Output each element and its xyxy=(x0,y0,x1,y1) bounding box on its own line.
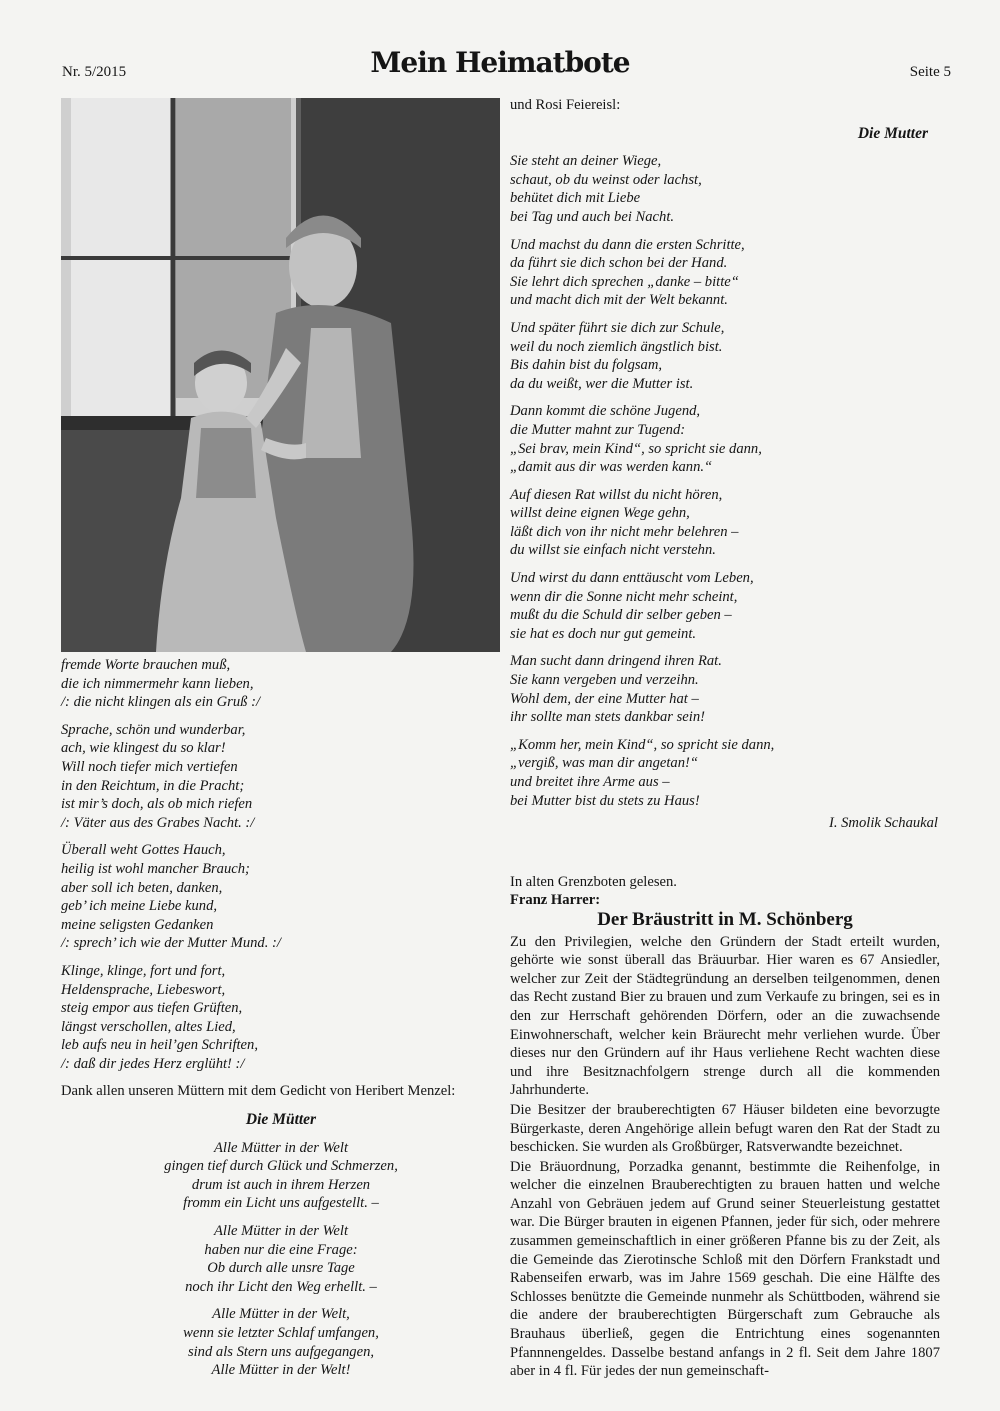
poem-line: bei Mutter bist du stets zu Haus! xyxy=(510,792,700,809)
poem-line: geb’ ich meine Liebe kund, xyxy=(61,898,218,915)
article-source: In alten Grenzboten gelesen. xyxy=(510,873,677,890)
poem-author: I. Smolik Schaukal xyxy=(828,815,938,832)
poem-title-die-muetter: Die Mütter xyxy=(245,1111,317,1129)
poem-stanza xyxy=(61,721,501,833)
poem-line: Ob durch alle unsre Tage xyxy=(207,1260,355,1277)
poem-line: /: Väter aus des Grabes Nacht. :/ xyxy=(61,814,255,831)
poem-stanza xyxy=(510,402,940,476)
poem-line: Bis dahin bist du folgsam, xyxy=(510,357,663,374)
poem-stanza xyxy=(61,962,501,1074)
poem-stanza xyxy=(61,841,501,953)
poem-line: fremde Worte brauchen muß, xyxy=(61,657,231,673)
poem-stanza xyxy=(510,152,940,226)
poem-line: ihr sollte man stets dankbar sein! xyxy=(510,709,705,726)
poem-title-die-mutter: Die Mutter xyxy=(857,124,928,142)
poem-line: steig empor aus tiefen Grüften, xyxy=(61,1000,243,1017)
poem-line: in den Reichtum, in die Pracht; xyxy=(61,777,245,794)
issue-number: Nr. 5/2015 xyxy=(62,64,127,80)
poem-line: Auf diesen Rat willst du nicht hören, xyxy=(510,486,723,503)
poem-stanza xyxy=(61,656,501,712)
poem-stanza xyxy=(510,319,940,393)
poem-line: Alle Mütter in der Welt xyxy=(213,1139,349,1156)
poem-line: mußt du die Schuld dir selber geben – xyxy=(510,607,732,624)
poem-stanza xyxy=(510,236,940,310)
article-paragraph: Zu den Privilegien, welche den Gründern der Stadt erteilt wurden, gehörte wie sonst überall das Bräuurbar. Hier waren es 67 Ansiedler, welcher zur Zeit der Städtegründung an derselben teilgenommen, denen das Recht zustand Bier zu brauen und zum Verkaufe zu bringen, sei es in den zur Herrschaft gehörenden Dörfern, oder an die zuwachsende Einwohnerschaft, welcher kein Bräurecht mehr verliehen wurde. Über dieses nur den Gründern auf ihr Haus verliehene Recht wachten diese und ihre Besitznachfolgern strenge durch all die kommenden Jahrhunderte. xyxy=(510,933,940,1099)
poem-line: Sie lehrt dich sprechen „danke – bitte“ xyxy=(510,273,739,290)
page-number: Seite 5 xyxy=(909,64,951,80)
poem-line: „Sei brav, mein Kind“, so spricht sie dann, xyxy=(510,440,762,457)
poem-line: Und später führt sie dich zur Schule, xyxy=(510,319,725,336)
poem-line: Sie steht an deiner Wiege, xyxy=(510,153,662,170)
poem-line: wenn sie letzter Schlaf umfangen, xyxy=(183,1325,379,1341)
article-author: Franz Harrer: xyxy=(510,892,601,909)
poem-line: Wohl dem, der eine Mutter hat – xyxy=(510,690,699,707)
poem-line: sie hat es doch nur gut gemeint. xyxy=(510,625,697,642)
mother-embracing-child-illustration xyxy=(61,98,500,652)
poem-line: gingen tief durch Glück und Schmerzen, xyxy=(164,1158,398,1175)
poem-line: weil du noch ziemlich ängstlich bist. xyxy=(510,338,723,355)
poem-line: Sprache, schön und wunderbar, xyxy=(61,721,246,738)
poem-line: du willst sie einfach nicht verstehn. xyxy=(510,542,716,559)
illustration-drawing xyxy=(61,98,500,652)
poem-stanza xyxy=(61,1222,501,1296)
poem-line: sind als Stern uns aufgegangen, xyxy=(187,1343,375,1360)
poem-line: noch ihr Licht den Weg erhellt. – xyxy=(185,1278,377,1295)
poem-line: da du weißt, wer die Mutter ist. xyxy=(510,375,694,392)
right-column xyxy=(510,96,940,1382)
poem-stanza xyxy=(61,1139,501,1213)
poem-line: schaut, ob du weinst oder lachst, xyxy=(510,171,702,188)
poem-line: da führt sie dich schon bei der Hand. xyxy=(510,255,728,272)
poem-line: Dann kommt die schöne Jugend, xyxy=(510,403,701,420)
poem-line: Alle Mütter in der Welt xyxy=(213,1223,349,1240)
poem-line: Will noch tiefer mich vertiefen xyxy=(61,758,238,775)
poem-line: Klinge, klinge, fort und fort, xyxy=(61,962,226,979)
poem-line: bei Tag und auch bei Nacht. xyxy=(510,208,675,225)
poem-line: /: die nicht klingen als ein Gruß :/ xyxy=(61,694,261,711)
poem-line: drum ist auch in ihrem Herzen xyxy=(191,1176,371,1193)
poem-line: willst deine eignen Wege gehn, xyxy=(510,505,690,522)
poem-line: heilig ist wohl mancher Brauch; xyxy=(61,860,250,877)
article-title: Der Bräustritt in M. Schönberg xyxy=(597,908,853,930)
poem-line: Überall weht Gottes Hauch, xyxy=(61,842,226,859)
poem-line: „damit aus dir was werden kann.“ xyxy=(510,459,713,476)
poem-stanza xyxy=(510,486,940,560)
left-poem xyxy=(61,656,501,1073)
poem-line: „Komm her, mein Kind“, so spricht sie dann, xyxy=(510,736,775,753)
dedication-line: Dank allen unseren Müttern mit dem Gedicht von Heribert Menzel: xyxy=(61,1083,456,1100)
poem-line: wenn dir die Sonne nicht mehr scheint, xyxy=(510,588,738,605)
poem-line: Und wirst du dann enttäuscht vom Leben, xyxy=(510,570,754,587)
masthead-logo: Mein Heimatbote xyxy=(370,46,630,79)
poem-line: ach, wie klingest du so klar! xyxy=(61,740,226,757)
poem-line: /: daß dir jedes Herz erglüht! :/ xyxy=(61,1055,245,1072)
poem-line: /: sprech’ ich wie der Mutter Mund. :/ xyxy=(61,935,281,952)
poem-line: Man sucht dann dringend ihren Rat. xyxy=(510,653,722,670)
article-paragraph: Die Besitzer der brauberechtigten 67 Häuser bildeten eine bevorzugte Bürgerkaste, deren Angehörige allein befugt waren den Rat der Stadt zu beschicken. Sie wurden als Großbürger, Ratsverwandte bezeichnet. xyxy=(510,1101,940,1156)
left-column xyxy=(61,656,501,1389)
poem-line: Und machst du dann die ersten Schritte, xyxy=(510,236,745,253)
poem-line: haben nur die eine Frage: xyxy=(204,1241,358,1258)
article-paragraph: Die Bräuordnung, Porzadka genannt, bestimmte die Reihenfolge, in welcher die einzelnen Brauberechtigten zu brauen hatten und welche Anzahl von Gebräuen jedem auf Grund seiner Steuerleistung gestattet war. Die Bürger brauten in eigenen Pfannen, jeder für sich, oder mehrere zusammen gemeinschaftlich in einer größeren Pfanne bis zu der Zeit, als die Gemeinde das Zierotinsche Schloß mit den Dörfern Frankstadt und Rabenseifen erwarb, was im Jahre 1569 geschah. Die eine Hälfte des Schlosses benützte die Gemeinde nunmehr als Schüttboden, während sie die andere der brauberechtigten Bürgerschaft zum Gebrauche als Brauhaus überließ, gegen die Entrichtung eines sogenannten Pfannnengeldes. Dasselbe bestand anfangs in 2 fl. Seit dem Jahre 1807 aber in 4 fl. Für jedes der nun gemeinschaft- xyxy=(510,1158,940,1380)
poem-line: aber soll ich beten, danken, xyxy=(61,879,223,896)
poem-line: die ich nimmermehr kann lieben, xyxy=(61,675,254,692)
poem-stanza xyxy=(510,652,940,726)
poem-line: fromm ein Licht uns aufgestellt. – xyxy=(183,1195,379,1212)
poem-line: und macht dich mit der Welt bekannt. xyxy=(510,292,728,309)
poem-line: Sie kann vergeben und verzeihn. xyxy=(510,672,699,689)
poem-line: ist mir’s doch, als ob mich riefen xyxy=(61,796,253,813)
poem-line: Heldensprache, Liebeswort, xyxy=(61,981,226,998)
poem-stanza xyxy=(61,1305,501,1379)
poem-line: Alle Mütter in der Welt! xyxy=(211,1362,351,1379)
poem-line: die Mutter mahnt zur Tugend: xyxy=(510,421,686,438)
poem-line: Alle Mütter in der Welt, xyxy=(212,1306,350,1323)
poem-line: läßt dich von ihr nicht mehr belehren – xyxy=(510,523,739,540)
poem-stanza xyxy=(510,736,940,810)
poem-line: meine seligsten Gedanken xyxy=(61,916,214,933)
poem-line: längst verschollen, altes Lied, xyxy=(61,1018,236,1035)
poem-line: behütet dich mit Liebe xyxy=(510,190,641,207)
poem-line: leb aufs neu in heil’gen Schriften, xyxy=(61,1037,258,1054)
poem-line: „vergiß, was man dir angetan!“ xyxy=(510,755,698,772)
page-header xyxy=(0,0,1000,90)
poem-stanza xyxy=(510,569,940,643)
poem-line: und breitet ihre Arme aus – xyxy=(510,774,670,790)
poem-intro: und Rosi Feiereisl: xyxy=(510,97,621,113)
